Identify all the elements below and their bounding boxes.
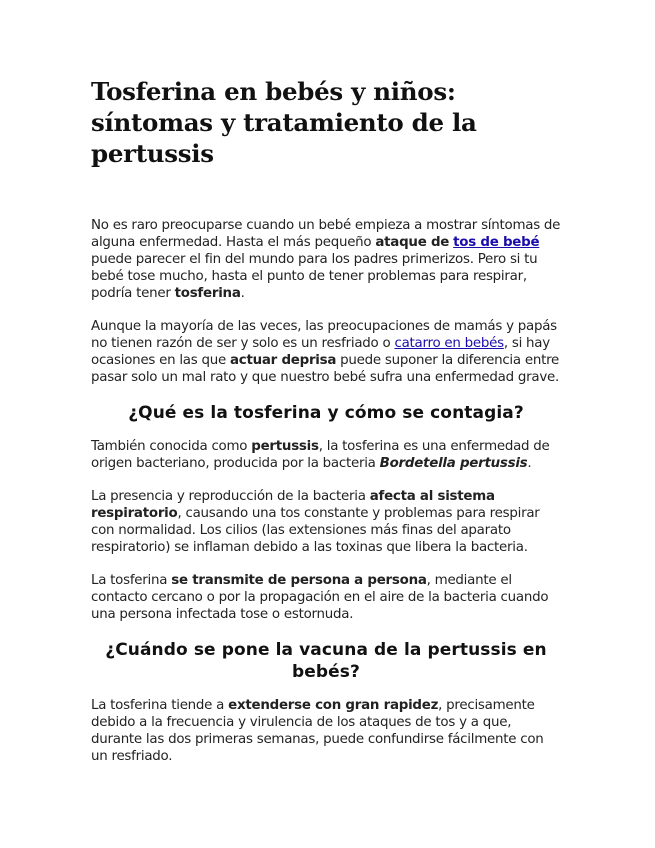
text-run: No es raro preocuparse cuando un bebé empieza a mostrar síntomas de alguna enfermedad. Hasta el más pequeño <box>91 218 561 250</box>
paragraph <box>91 697 561 765</box>
text-run: Aunque la mayoría de las veces, las preocupaciones de mamás y papás no tienen razón de ser y solo es un resfriado o <box>91 319 557 351</box>
text-run: La tosferina <box>91 573 172 588</box>
paragraph <box>91 438 561 472</box>
page-title: Tosferina en bebés y niños: síntomas y tratamiento de la pertussis <box>91 77 477 168</box>
bold-text: pertussis <box>251 439 319 454</box>
text-run: . <box>240 286 245 301</box>
section-heading: ¿Qué es la tosferina y cómo se contagia? <box>128 403 524 423</box>
text-run: También conocida como <box>91 439 252 454</box>
italic-text: Bordetella pertussis <box>379 456 528 471</box>
text-run: La tosferina tiende a <box>91 698 229 713</box>
text-run: , causando una tos constante y problemas para respirar con normalidad. Los cilios (las extensiones más finas del aparato respiratorio) se inflaman debido a las toxinas que libera la bacteria. <box>91 506 540 555</box>
bold-text: se transmite de persona a persona <box>171 573 427 588</box>
text-run: , si hay ocasiones en las que <box>91 336 550 368</box>
text-run: , la tosferina es una enfermedad de origen bacteriano, producida por la bacteria <box>91 439 550 471</box>
section-heading: ¿Cuándo se pone la vacuna de la pertussis en bebés? <box>105 640 547 682</box>
bold-text: tosferina <box>174 286 241 301</box>
paragraph <box>91 488 561 556</box>
text-run: puede suponer la diferencia entre pasar solo un mal rato y que nuestro bebé sufra una enfermedad grave. <box>91 353 560 385</box>
text-run: puede parecer el fin del mundo para los padres primerizos. Pero si tu bebé tose mucho, hasta el punto de tener problemas para respirar, podría tener <box>91 252 538 301</box>
text-run: . <box>527 456 532 471</box>
bold-text: ataque de <box>375 235 450 250</box>
bold-text: afecta al sistema respiratorio <box>91 489 495 521</box>
bold-text: extenderse con gran rapidez <box>228 698 439 713</box>
text-run: La presencia y reproducción de la bacteria <box>91 489 370 504</box>
article <box>91 76 561 781</box>
paragraph <box>91 318 561 386</box>
intro-paragraph <box>91 217 561 302</box>
text-run: , precisamente debido a la frecuencia y virulencia de los ataques de tos y a que, durante las dos primeras semanas, puede confundirse fácilmente con un resfriado. <box>91 698 544 764</box>
bold-text: actuar deprisa <box>229 353 337 368</box>
link-tos-de-bebe[interactable]: tos de bebé <box>453 235 540 250</box>
text-run: , mediante el contacto cercano o por la propagación en el aire de la bacteria cuando una persona infectada tose o estornuda. <box>91 573 549 622</box>
link-catarro-en-bebes[interactable]: catarro en bebés <box>394 336 504 351</box>
paragraph <box>91 572 561 623</box>
